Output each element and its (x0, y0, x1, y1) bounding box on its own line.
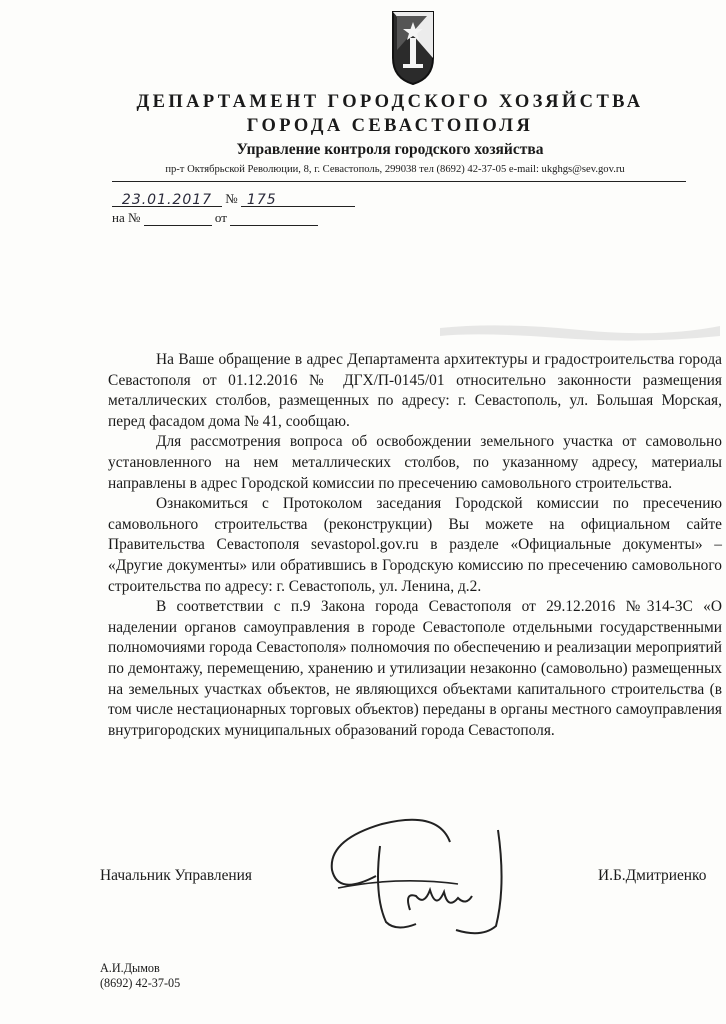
scan-artifact (440, 316, 720, 346)
department-city: ГОРОДА СЕВАСТОПОЛЯ (246, 116, 534, 136)
executor-contact (100, 961, 180, 991)
registration-incoming (112, 210, 318, 226)
reference-label: на № (112, 210, 141, 225)
body-paragraph: На Ваше обращение в адрес Департамента архитектуры и градостроительства города Севастополя от 01.12.2016 № ДГХ/П-0145/01 относительно законности размещения металлических столбов, размещенных по адресу: г. Севастополь, ул. Большая Морская, перед фасадом дома № 41, сообщаю. (108, 351, 722, 430)
executor-phone: (8692) 42-37-05 (100, 976, 181, 990)
handwritten-signature-icon (318, 806, 528, 938)
registration-date: 23.01.2017 (121, 192, 213, 208)
letter-body (108, 350, 722, 741)
registration-number: 175 (246, 192, 277, 208)
subdepartment-name: Управление контроля городского хозяйства (236, 141, 544, 158)
registration-outgoing (112, 191, 355, 207)
body-paragraph: Ознакомиться с Протоколом заседания Городской комиссии по пресечению самовольного строительства (реконструкции) Вы можете на официальном сайте Правительства Севастополя sevastopol.gov.ru в разделе «Официальные документы» – «Другие документы» или обратившись в Городскую комиссию по пресечению самовольного строительства по адресу: г. Севастополь, ул. Ленина, д.2. (108, 495, 722, 595)
signatory-title: Начальник Управления (100, 867, 252, 884)
body-paragraph: Для рассмотрения вопроса об освобождении земельного участка от самовольно установленного на нем металлических столбов, по указанному адресу, материалы направлены в адрес Городской комиссии по пресечению самовольного строительства. (108, 433, 722, 492)
from-label: от (214, 210, 227, 225)
signatory-name: И.Б.Дмитриенко (598, 867, 707, 884)
department-name: ДЕПАРТАМЕНТ ГОРОДСКОГО ХОЗЯЙСТВА (136, 92, 644, 112)
coat-of-arms-icon (387, 8, 439, 86)
body-paragraph: В соответствии с п.9 Закона города Севастополя от 29.12.2016 №314-ЗС «О наделении органов самоуправления в городе Севастополе отдельными государственными полномочиями города Севастополя» полномочия по обеспечению и реализации мероприятий по демонтажу, перемещению, хранению и утилизации незаконно (самовольно) размещенных на земельных участках объектов, не являющихся объектами капитального строительства (в том числе нестационарных торговых объектов) переданы в органы местного самоуправления внутригородских муниципальных образований города Севастополя. (108, 598, 722, 739)
letterhead-rule (112, 181, 686, 182)
registration-number-label: № (225, 191, 238, 206)
executor-name: А.И.Дымов (100, 961, 160, 975)
department-address: пр-т Октябрьской Революции, 8, г. Севастополь, 299038 тел (8692) 42-37-05 e-mail: ukghgs@sev.gov.ru (165, 164, 625, 175)
